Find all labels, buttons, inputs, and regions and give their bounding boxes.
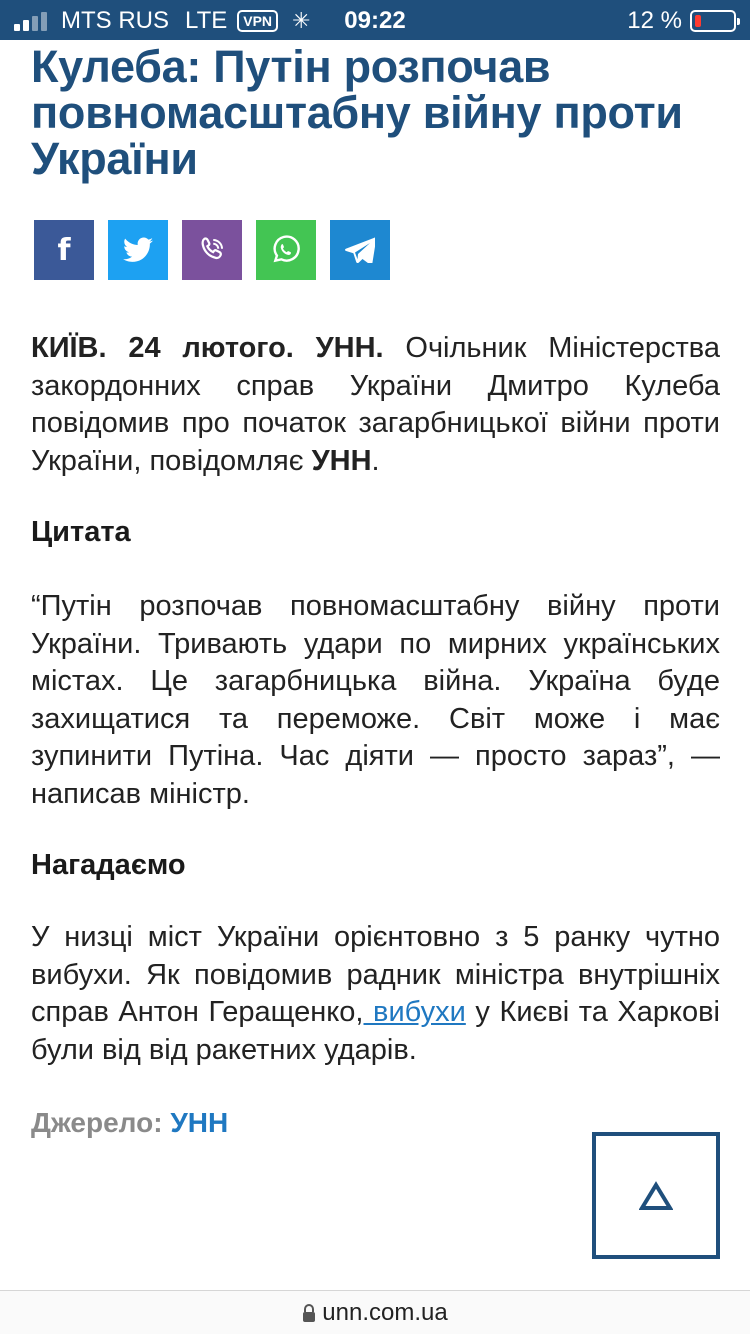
telegram-icon <box>345 237 375 263</box>
whatsapp-share-button[interactable] <box>256 220 316 280</box>
source-link[interactable]: УНН <box>170 1107 229 1138</box>
battery-icon <box>690 10 736 32</box>
dateline: КИЇВ. 24 лютого. УНН. <box>31 332 384 364</box>
twitter-icon <box>123 237 153 263</box>
quote-paragraph: “Путін розпочав повномасштабну війну проти України. Тривають удари по мирних українських містах. Це загарбницька війна. Україна буде захищатися та переможе. Світ може і має зупинити Путіна. Час діяти — просто зараз”, — написав міністр. <box>31 590 720 810</box>
remind-text-after: у Києві та Харкові були від від ракетних ударів. <box>31 996 720 1066</box>
facebook-share-button[interactable] <box>34 220 94 280</box>
section-title-quote: Цитата <box>31 516 131 548</box>
activity-spinner-icon: ✳ <box>292 8 311 33</box>
status-bar <box>0 0 750 40</box>
lead-paragraph <box>31 330 720 480</box>
signal-icon <box>14 11 47 31</box>
whatsapp-icon <box>270 234 302 266</box>
explosions-link[interactable]: вибухи <box>363 996 466 1028</box>
section-title-remind: Нагадаємо <box>31 849 186 881</box>
url-label: unn.com.ua <box>322 1298 448 1326</box>
clock: 09:22 <box>344 7 406 34</box>
remind-text-before: У низці міст України орієнтовно з 5 ранку чутно вибухи. Як повідомив радник міністра внутрішніх справ Антон Геращенко, <box>31 921 720 1028</box>
article-title: Кулеба: Путін розпочав повномасштабну війну проти України <box>31 41 683 184</box>
viber-share-button[interactable] <box>182 220 242 280</box>
remind-paragraph <box>31 919 720 1069</box>
agency-name: УНН <box>311 444 372 477</box>
viber-icon <box>197 235 227 265</box>
article <box>31 41 720 1139</box>
facebook-icon: f <box>57 232 71 268</box>
battery-percent: 12 % <box>627 7 682 34</box>
carrier-label: MTS RUS <box>61 7 169 34</box>
twitter-share-button[interactable] <box>108 220 168 280</box>
source-label: Джерело: <box>31 1107 171 1138</box>
lead-text: Очільник Міністерства закордонних справ України Дмитро Кулеба повідомив про початок загарбницької війни проти України, повідомляє <box>31 332 720 477</box>
lock-icon <box>302 1303 316 1323</box>
arrow-up-icon <box>639 1181 673 1211</box>
lead-end: . <box>371 444 380 477</box>
scroll-to-top-button[interactable] <box>592 1132 720 1259</box>
telegram-share-button[interactable] <box>330 220 390 280</box>
address-bar[interactable] <box>0 1290 750 1334</box>
share-buttons <box>34 220 720 280</box>
network-label: LTE <box>185 7 228 34</box>
vpn-badge: VPN <box>237 10 278 32</box>
